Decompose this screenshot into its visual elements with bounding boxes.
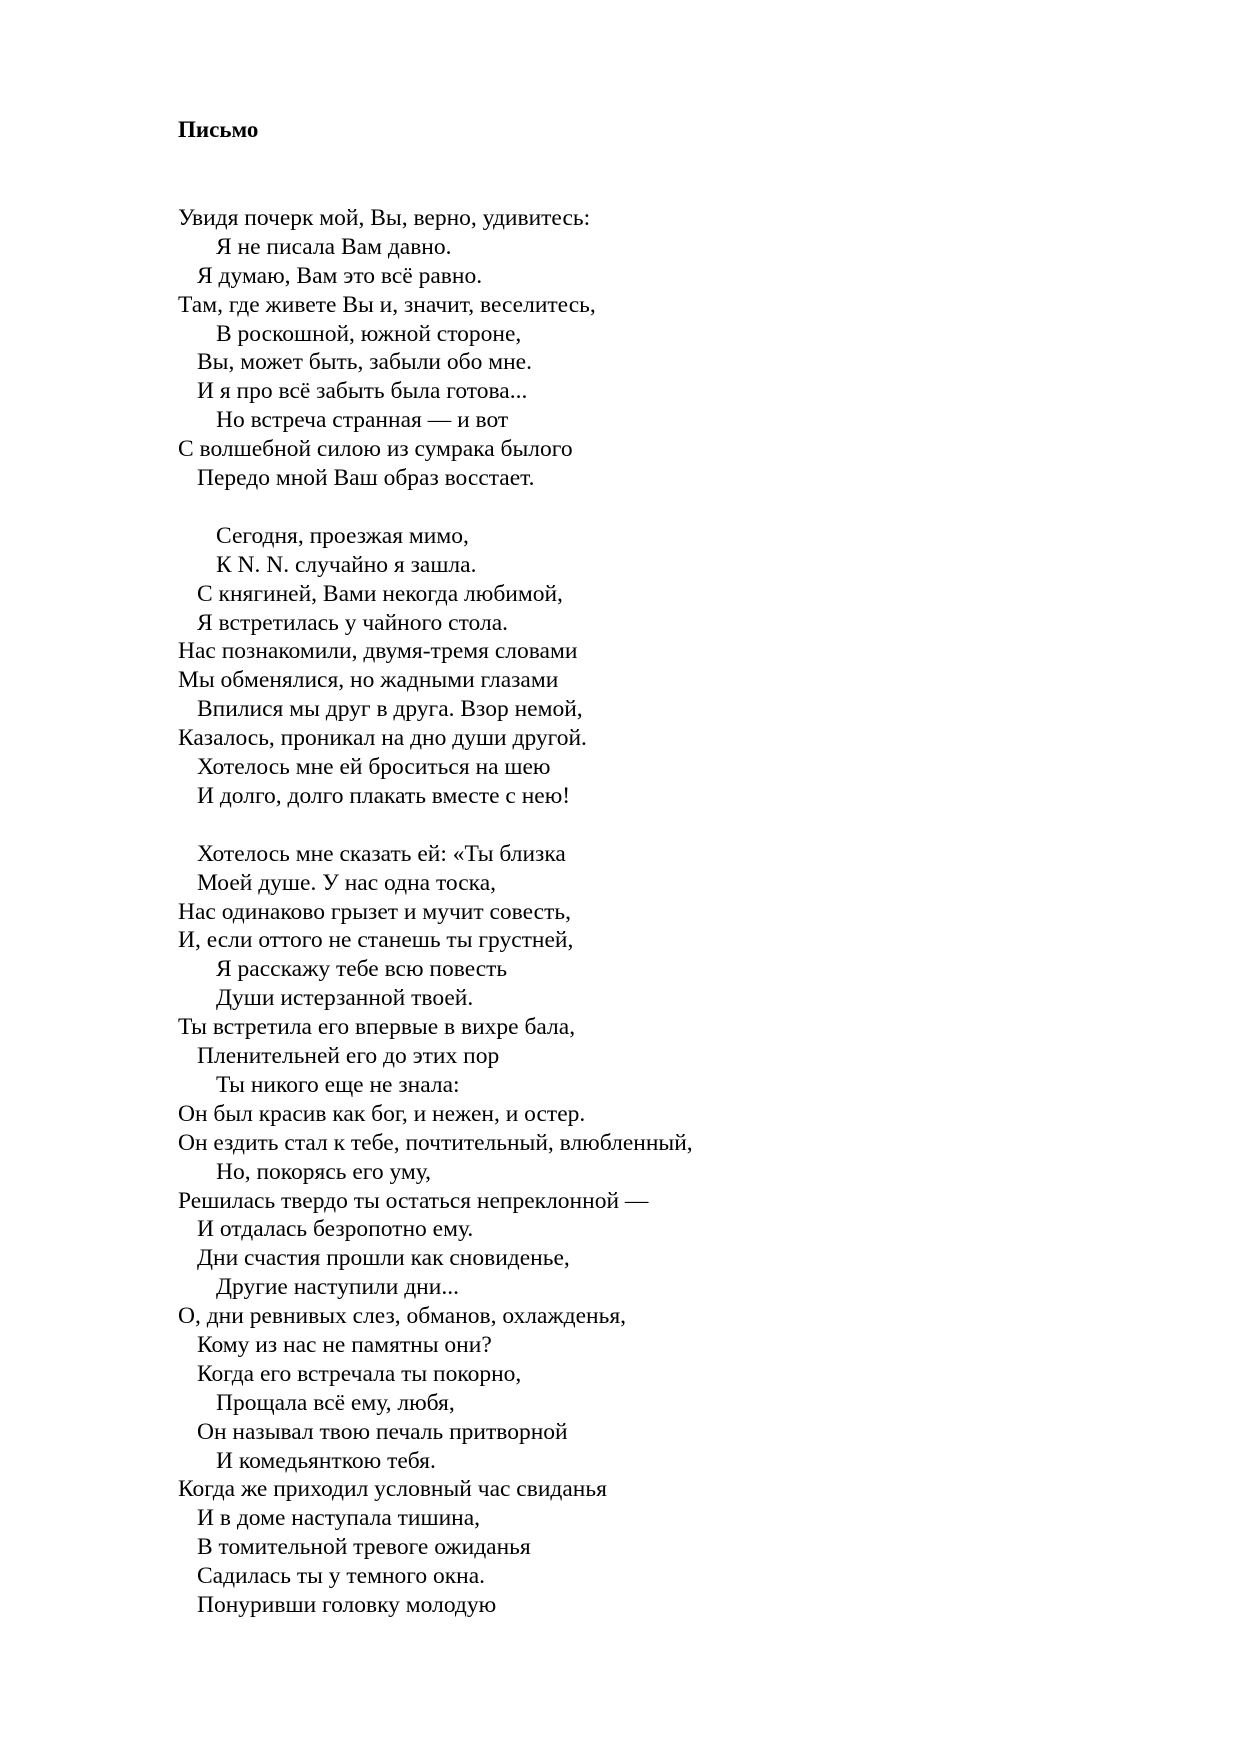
poem-line: В роскошной, южной стороне, bbox=[216, 320, 522, 347]
poem-line: Но встреча странная — и вот bbox=[216, 407, 509, 434]
poem-line: Моей душе. У нас одна тоска, bbox=[197, 869, 497, 896]
poem-body bbox=[178, 204, 693, 1649]
poem-line: Я встретилась у чайного стола. bbox=[197, 609, 509, 636]
poem-stanza bbox=[178, 840, 693, 1620]
poem-line: Понуривши головку молодую bbox=[197, 1591, 497, 1618]
poem-line: Ты никого еще не знала: bbox=[216, 1071, 460, 1098]
poem-line: Нас познакомили, двумя-тремя словами bbox=[178, 638, 578, 665]
poem-line: Я расскажу тебе всю повесть bbox=[216, 956, 508, 983]
poem-stanza bbox=[178, 204, 693, 493]
poem-line: Хотелось мне ей броситься на шею bbox=[197, 754, 551, 781]
poem-line: В томительной тревоге ожиданья bbox=[197, 1534, 531, 1561]
poem-line: И долго, долго плакать вместе с нею! bbox=[197, 782, 571, 809]
poem-line: Прощала всё ему, любя, bbox=[216, 1389, 455, 1416]
poem-line: Хотелось мне сказать ей: «Ты близка bbox=[197, 840, 566, 867]
poem-line: Он называл твою печаль притворной bbox=[197, 1418, 568, 1445]
poem-line: Когда его встречала ты покорно, bbox=[197, 1360, 522, 1387]
poem-line: С волшебной силою из сумрака былого bbox=[178, 436, 573, 463]
poem-stanza bbox=[178, 522, 693, 811]
poem-line: С княгиней, Вами некогда любимой, bbox=[197, 580, 563, 607]
poem-line: Нас одинаково грызет и мучит совесть, bbox=[178, 898, 571, 925]
poem-line: О, дни ревнивых слез, обманов, охлажденья, bbox=[178, 1303, 627, 1330]
poem-line: Души истерзанной твоей. bbox=[216, 985, 474, 1012]
poem-line: Передо мной Ваш образ восстает. bbox=[197, 465, 535, 492]
poem-line: Впилися мы друг в друга. Взор немой, bbox=[197, 696, 583, 723]
poem-line: Ты встретила его впервые в вихре бала, bbox=[178, 1014, 576, 1041]
poem-line: Я не писала Вам давно. bbox=[216, 233, 452, 260]
poem-line: Мы обменялися, но жадными глазами bbox=[178, 667, 559, 694]
poem-line: Другие наступили дни... bbox=[216, 1274, 459, 1301]
poem-line: К N. N. случайно я зашла. bbox=[216, 551, 477, 578]
poem-line: Садилась ты у темного окна. bbox=[197, 1563, 486, 1590]
poem-line: Казалось, проникал на дно души другой. bbox=[178, 725, 587, 752]
poem-line: Увидя почерк мой, Вы, верно, удивитесь: bbox=[178, 205, 591, 231]
poem-line: Сегодня, проезжая мимо, bbox=[216, 522, 469, 549]
poem-line: И отдалась безропотно ему. bbox=[197, 1216, 474, 1243]
poem-line: Кому из нас не памятны они? bbox=[197, 1331, 492, 1358]
poem-line: Он был красив как бог, и нежен, и остер. bbox=[178, 1100, 586, 1127]
poem-line: Он ездить стал к тебе, почтительный, влюбленный, bbox=[178, 1129, 693, 1156]
poem-line: Я думаю, Вам это всё равно. bbox=[197, 262, 483, 289]
poem-line: Дни счастия прошли как сновиденье, bbox=[197, 1245, 570, 1272]
poem-line: Решилась твердо ты остаться непреклонной — bbox=[178, 1187, 649, 1214]
poem-line: Но, покорясь его уму, bbox=[216, 1158, 432, 1185]
poem-title: Письмо bbox=[178, 117, 259, 142]
poem-line: Пленительней его до этих пор bbox=[197, 1043, 500, 1070]
poem-line: И в доме наступала тишина, bbox=[197, 1505, 481, 1532]
poem-line: Там, где живете Вы и, значит, веселитесь, bbox=[178, 291, 596, 318]
poem-line: И комедьянткою тебя. bbox=[216, 1447, 436, 1474]
poem-line: И, если оттого не станешь ты грустней, bbox=[178, 927, 574, 954]
poem-line: И я про всё забыть была готова... bbox=[197, 378, 528, 405]
poem-line: Вы, может быть, забыли обо мне. bbox=[197, 349, 532, 376]
poem-line: Когда же приходил условный час свиданья bbox=[178, 1476, 607, 1503]
